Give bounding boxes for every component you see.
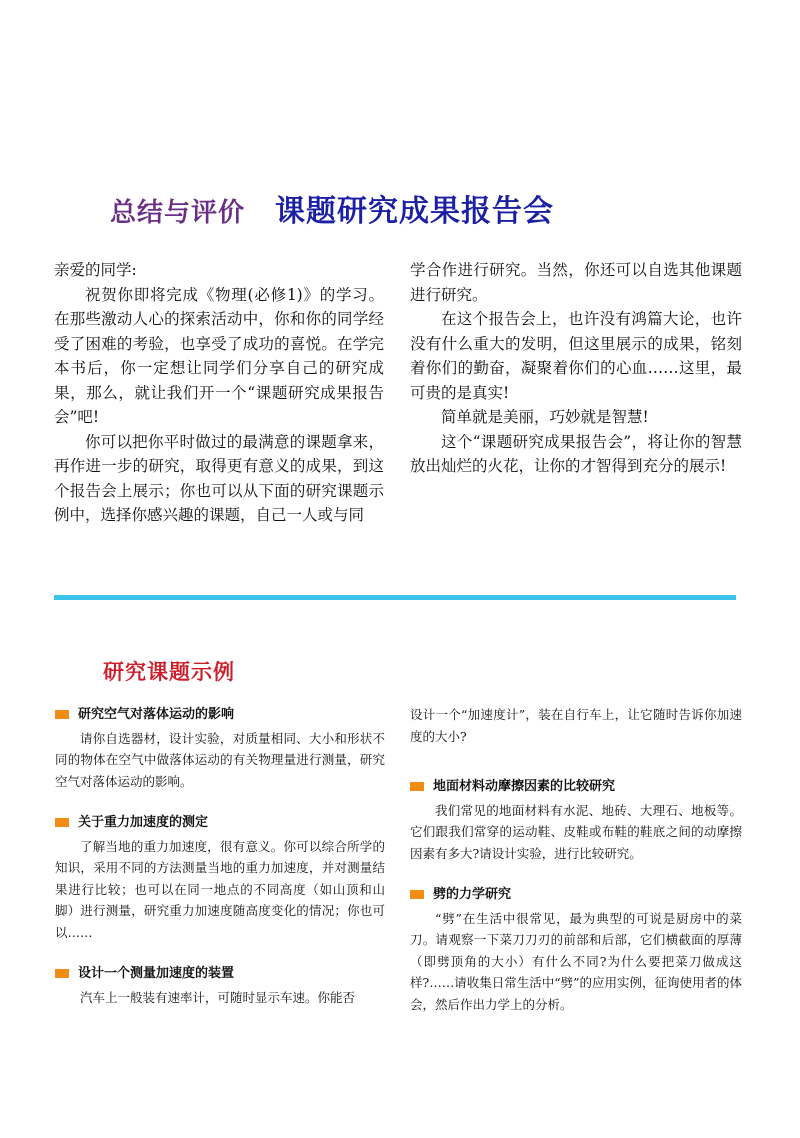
topic-item <box>55 812 385 943</box>
orange-bullet-icon <box>410 890 424 899</box>
intro-paragraph: 祝贺你即将完成《物理(必修1)》的学习。在那些激动人心的探索活动中，你和你的同学经受了困难的考验，也享受了成功的喜悦。在学完本书后，你一定想让同学们分享自己的研究成果，那么，就让我们开一个“课题研究成果报告会”吧! <box>54 285 384 426</box>
topic-title: 关于重力加速度的测定 <box>78 815 209 830</box>
topic-body: 了解当地的重力加速度，很有意义。你可以综合所学的知识，采用不同的方法测量当地的重力加速度，并对测量结果进行比较；也可以在同一地点的不同高度（如山顶和山脚）进行测量，研究重力加速度随高度变化的情况；你也可以…… <box>55 838 385 940</box>
section-label: 总结与评价 <box>110 198 246 228</box>
topic-item <box>410 776 742 864</box>
topic-body: “劈”在生活中很常见，最为典型的可说是厨房中的菜刀。请观察一下菜刀刀刃的前部和后部，它们横截面的厚薄（即劈顶角的大小）有什么不同?为什么要把菜刀做成这样?……请收集日常生活中“劈”的应用实例，征询使用者的体会，然后作出力学上的分析。 <box>410 910 742 1012</box>
page-title: 课题研究成果报告会 <box>275 194 555 229</box>
topic-header <box>55 963 385 985</box>
examples-left-column <box>55 704 385 1028</box>
orange-bullet-icon <box>55 818 69 827</box>
topic-header <box>55 704 385 726</box>
examples-title: 研究课题示例 <box>103 660 235 684</box>
topic-body: 请你自选器材，设计实验，对质量相同、大小和形状不同的物体在空气中做落体运动的有关物理量进行测量，研究空气对落体运动的影响。 <box>55 730 385 789</box>
intro-paragraph: 你可以把你平时做过的最满意的课题拿来，再作进一步的研究，取得更有意义的成果，到这个报告会上展示；你也可以从下面的研究课题示例中，选择你感兴趣的课题，自己一人或与同 <box>54 432 384 524</box>
orange-bullet-icon <box>55 710 69 719</box>
topic-header <box>410 884 742 906</box>
intro-left-column <box>54 258 384 528</box>
intro-paragraph: 这个“课题研究成果报告会”，将让你的智慧放出灿烂的火花，让你的才智得到充分的展示! <box>410 432 742 475</box>
section-divider <box>54 595 736 600</box>
topic-item <box>55 963 385 1008</box>
topic-title: 劈的力学研究 <box>433 887 512 902</box>
page-heading <box>110 186 554 230</box>
topic-body: 我们常见的地面材料有水泥、地砖、大理石、地板等。它们跟我们常穿的运动鞋、皮鞋或布鞋的鞋底之间的动摩擦因素有多大?请设计实验，进行比较研究。 <box>410 802 742 861</box>
intro-right-column <box>410 258 742 479</box>
salutation: 亲爱的同学: <box>54 261 137 279</box>
topic-body: 汽车上一般装有速率计，可随时显示车速。你能否 <box>80 989 356 1005</box>
topic-title: 研究空气对落体运动的影响 <box>78 707 235 722</box>
intro-paragraph: 在这个报告会上，也许没有鸿篇大论，也许没有什么重大的发明，但这里展示的成果，铭刻着你们的勤奋，凝聚着你们的心血……这里，最可贵的是真实! <box>410 310 742 402</box>
orange-bullet-icon <box>55 969 69 978</box>
topic-title: 设计一个测量加速度的装置 <box>78 966 235 981</box>
topic-header <box>55 812 385 834</box>
topic-item <box>410 884 742 1015</box>
orange-bullet-icon <box>410 782 424 791</box>
topic-body-continued: 设计一个“加速度计”，装在自行车上，让它随时告诉你加速度的大小? <box>410 707 742 744</box>
topic-title: 地面材料动摩擦因素的比较研究 <box>433 779 616 794</box>
intro-paragraph: 学合作进行研究。当然，你还可以自选其他课题进行研究。 <box>410 261 742 304</box>
intro-paragraph: 简单就是美丽，巧妙就是智慧! <box>441 408 649 426</box>
topic-header <box>410 776 742 798</box>
examples-right-column <box>410 704 742 1035</box>
topic-item <box>55 704 385 792</box>
